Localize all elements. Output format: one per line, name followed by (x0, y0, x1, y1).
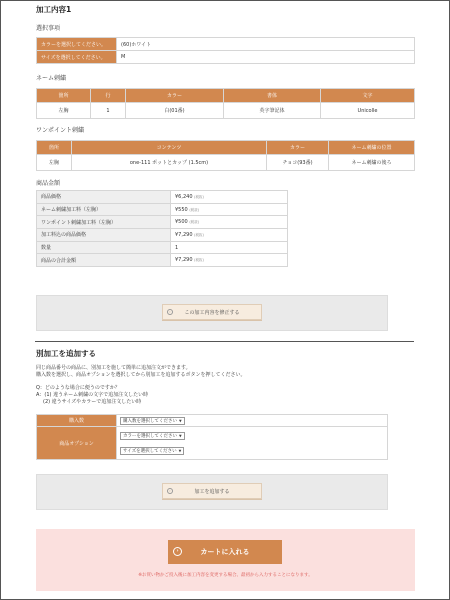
price-label: 数量 (37, 241, 171, 254)
table-row (37, 51, 415, 64)
column-header: 箇所 (37, 89, 91, 103)
price-label: 商品の合計金額 (37, 254, 171, 267)
onepoint-table (36, 140, 415, 171)
tax-note: (税抜) (194, 232, 204, 237)
cell: one-111 ポットとカップ (1.5cm) (72, 155, 267, 171)
table-row (37, 229, 288, 242)
circle-arrow-icon: › (167, 488, 173, 494)
size-select[interactable] (120, 447, 184, 455)
faq-answer-1: A：(1) 違うネーム刺繍の文字で追加注文したい時 (36, 392, 149, 398)
qty-select-value: 購入数を選択してください (123, 418, 177, 424)
table-row (37, 254, 288, 267)
table-header-row (37, 141, 415, 155)
cell: 左胸 (37, 103, 91, 119)
table-row (37, 191, 288, 204)
column-header: 行 (91, 89, 126, 103)
price-heading: 商品金額 (36, 180, 61, 187)
options-table (36, 414, 388, 460)
faq-answer-2: (2) 違うサイズやカラーで追加注文したい時 (43, 399, 142, 405)
fix-button[interactable] (162, 304, 262, 320)
name-table (36, 88, 415, 119)
cell: 英字筆記体 (224, 103, 321, 119)
column-header: ネーム刺繍の位置 (329, 141, 415, 155)
price-value: ¥7,290 (175, 231, 193, 238)
table-row (37, 155, 415, 171)
option-label: 商品オプション (37, 427, 117, 460)
color-select[interactable] (120, 432, 185, 440)
price-value: 1 (175, 244, 179, 251)
selected-block (36, 23, 415, 32)
name-block (36, 73, 415, 82)
selected-table-wrap (36, 37, 415, 64)
price-table (36, 190, 288, 267)
description-line: 同じ商品番号の商品に、別加工を施して簡単に追加注文ができます。 (36, 365, 191, 371)
table-header-row (37, 89, 415, 103)
circle-arrow-icon: › (167, 309, 173, 315)
size-select-row (120, 447, 387, 455)
price-value-cell (171, 229, 288, 242)
cell: 左胸 (37, 155, 72, 171)
price-value-cell (171, 203, 288, 216)
tax-note: (税抜) (194, 258, 204, 263)
table-row (37, 427, 388, 460)
cart-area (36, 529, 415, 591)
onepoint-table-wrap (36, 140, 415, 171)
name-heading: ネーム刺繍 (36, 75, 67, 82)
price-value-cell (171, 216, 288, 229)
cell: Unicolle (321, 103, 415, 119)
onepoint-heading: ワンポイント刺繍 (36, 127, 85, 134)
price-label: ネーム刺繍加工料（左胸） (37, 203, 171, 216)
cell: 1 (91, 103, 126, 119)
price-table-wrap (36, 190, 288, 267)
color-select-value: カラーを選択してください (123, 433, 177, 439)
price-value: ¥550 (175, 206, 188, 213)
table-row (37, 216, 288, 229)
add-button-label: 加工を追加する (194, 488, 230, 495)
price-value-cell (171, 191, 288, 204)
section-divider (35, 341, 414, 342)
dropdown-caret-icon: ▼ (179, 433, 182, 438)
price-value-cell (171, 241, 288, 254)
price-value-cell (171, 254, 288, 267)
column-header: カラー (267, 141, 329, 155)
price-block (36, 178, 415, 187)
table-row (37, 103, 415, 119)
table-row (37, 415, 388, 427)
price-label: 加工料込の商品価格 (37, 229, 171, 242)
section2-description (36, 365, 415, 406)
qty-cell (117, 415, 388, 427)
color-select-row (120, 432, 387, 440)
add-button[interactable] (162, 483, 262, 499)
dropdown-caret-icon: ▼ (178, 448, 182, 453)
section1-title: 加工内容1 (36, 5, 72, 14)
column-header: カラー (126, 89, 224, 103)
price-value: ¥7,290 (175, 257, 193, 264)
cart-warning: ※お買い物かご投入後に加工内容を変更する場合、最初から入力することになります。 (138, 573, 313, 578)
options-table-wrap (36, 414, 388, 460)
price-value: ¥6,240 (175, 193, 193, 200)
tax-note: (税抜) (189, 220, 200, 225)
description-line: 購入数を選択し、商品オプションを選択してから別加工を追加するボタンを押してください。 (36, 372, 246, 378)
column-header: 箇所 (37, 141, 72, 155)
selected-label: サイズを選択してください。 (37, 51, 117, 64)
column-header: 書体 (224, 89, 321, 103)
selected-value: (60)ホワイト (117, 38, 415, 51)
selected-table (36, 37, 415, 64)
selected-label: カラーを選択してください。 (37, 38, 117, 51)
column-header: コンテンツ (72, 141, 267, 155)
cell: ネーム刺繍の後ろ (329, 155, 415, 171)
add-to-cart-label: カートに入れる (200, 548, 250, 556)
price-label: ワンポイント刺繍加工料（左胸） (37, 216, 171, 229)
table-row (37, 38, 415, 51)
section1-header (36, 4, 415, 15)
faq-question: Q：どのような場合に便うのですか？ (36, 385, 120, 391)
qty-label: 購入数 (37, 415, 117, 427)
qty-select[interactable] (120, 417, 185, 425)
price-value: ¥500 (175, 219, 188, 226)
price-label: 商品価格 (37, 191, 171, 204)
selected-value: M (117, 51, 415, 64)
dropdown-caret-icon: ▼ (179, 418, 182, 423)
option-cell (117, 427, 388, 460)
cell: 白(01番) (126, 103, 224, 119)
circle-arrow-icon: › (173, 547, 182, 556)
section2-title: 別加工を追加する (36, 349, 96, 358)
selected-heading: 選択事項 (36, 25, 61, 32)
size-select-value: サイズを選択してください (123, 448, 177, 454)
fix-button-label: この加工内容を修正する (184, 309, 240, 316)
column-header: 文字 (321, 89, 415, 103)
add-to-cart-button[interactable] (168, 540, 282, 564)
table-row (37, 241, 288, 254)
tax-note: (税抜) (194, 194, 204, 199)
tax-note: (税抜) (189, 207, 200, 212)
table-row (37, 203, 288, 216)
name-table-wrap (36, 88, 415, 119)
cell: チョコ(93番) (267, 155, 329, 171)
section2-header (36, 348, 415, 359)
onepoint-block (36, 125, 415, 134)
